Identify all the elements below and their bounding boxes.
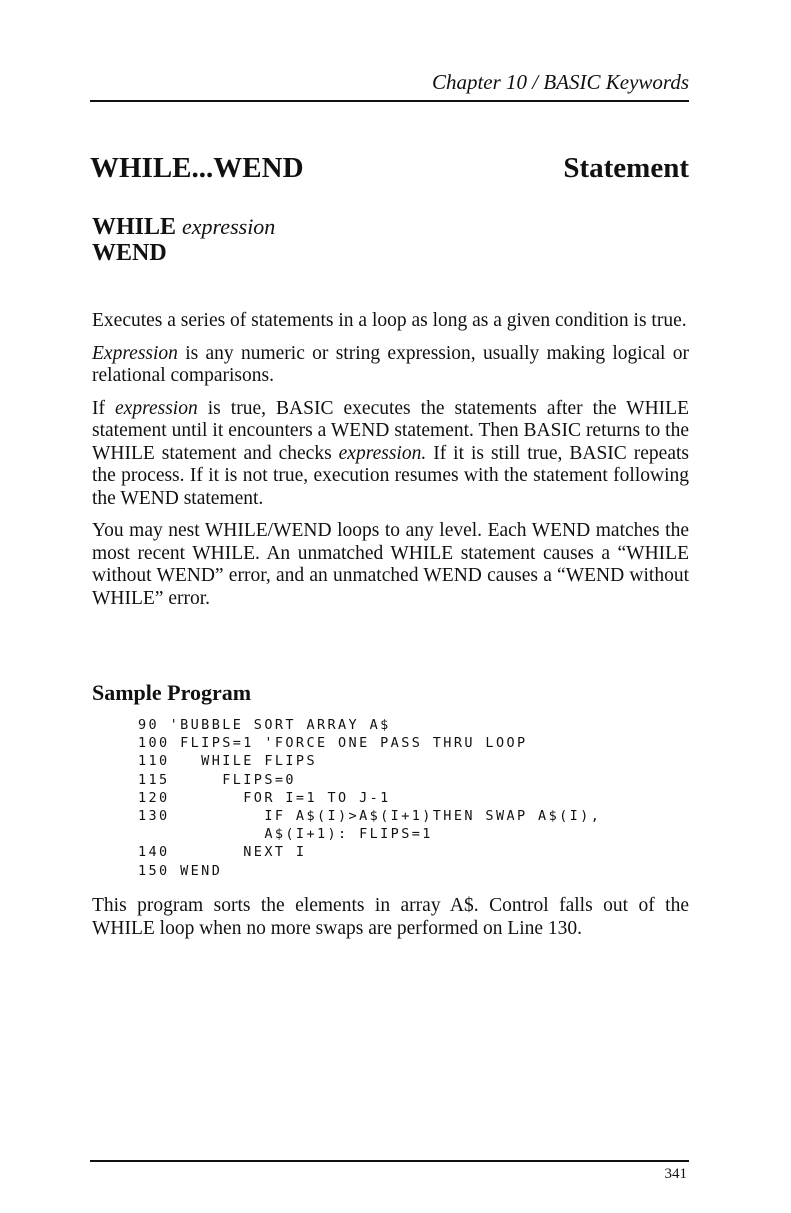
syntax-keyword-while: WHILE [92, 214, 177, 240]
running-header: Chapter 10 / BASIC Keywords [431, 70, 689, 94]
code-line: 150 WEND [138, 862, 223, 879]
syntax-line-1 [92, 214, 275, 240]
syntax-block [92, 214, 275, 266]
sample-program-heading: Sample Program [92, 680, 252, 705]
page-number: 341 [664, 1166, 687, 1182]
emphasis-expression: expression. [338, 442, 427, 464]
paragraph-text: If [92, 397, 116, 419]
emphasis-expression: expression [115, 397, 198, 419]
code-line: 130 IF A$(I)>A$(I+1)THEN SWAP A$(I), [138, 808, 602, 825]
description-paragraph-3 [92, 398, 689, 511]
paragraph-text: is true, BASIC executes the statements after the WHILE statement until it encounters a WEND statement. Then BASIC returns to the WHILE statement and checks [92, 397, 689, 464]
description-paragraph-4: You may nest WHILE/WEND loops to any level. Each WEND matches the most recent WHILE. An unmatched WHILE statement causes a “WHILE without WEND” error, and an unmatched WEND causes a “WEND without WHILE” error. [92, 520, 689, 609]
code-line: 140 NEXT I [138, 844, 307, 861]
code-line: 100 FLIPS=1 'FORCE ONE PASS THRU LOOP [138, 735, 528, 752]
code-line: A$(I+1): FLIPS=1 [138, 826, 433, 843]
syntax-argument: expression [182, 214, 276, 239]
description-paragraph-2 [92, 343, 689, 388]
header-rule [90, 100, 689, 102]
description-paragraph-1: Executes a series of statements in a loop as long as a given condition is true. [92, 310, 687, 331]
footer-rule [90, 1160, 689, 1162]
syntax-keyword-wend: WEND [92, 240, 167, 266]
code-line: 90 'BUBBLE SORT ARRAY A$ [138, 717, 391, 733]
entry-name: WHILE...WEND [90, 152, 304, 184]
code-line: 120 FOR I=1 TO J-1 [138, 789, 391, 806]
entry-title-row [90, 152, 689, 185]
syntax-line-2 [92, 240, 275, 266]
paragraph-text: If it is still true, BASIC repeats the process. If it is not true, execution resumes with the statement following the WEND statement. [92, 442, 689, 509]
sample-explanation: This program sorts the elements in array A$. Control falls out of the WHILE loop when no more swaps are performed on Line 130. [92, 895, 689, 939]
code-listing [138, 716, 601, 880]
description [92, 310, 689, 620]
paragraph-text: is any numeric or string expression, usually making logical or relational comparisons. [92, 342, 689, 386]
entry-type: Statement [563, 152, 689, 184]
code-line: 115 FLIPS=0 [138, 771, 296, 788]
emphasis-expression: Expression [92, 342, 178, 364]
code-line: 110 WHILE FLIPS [138, 753, 317, 770]
